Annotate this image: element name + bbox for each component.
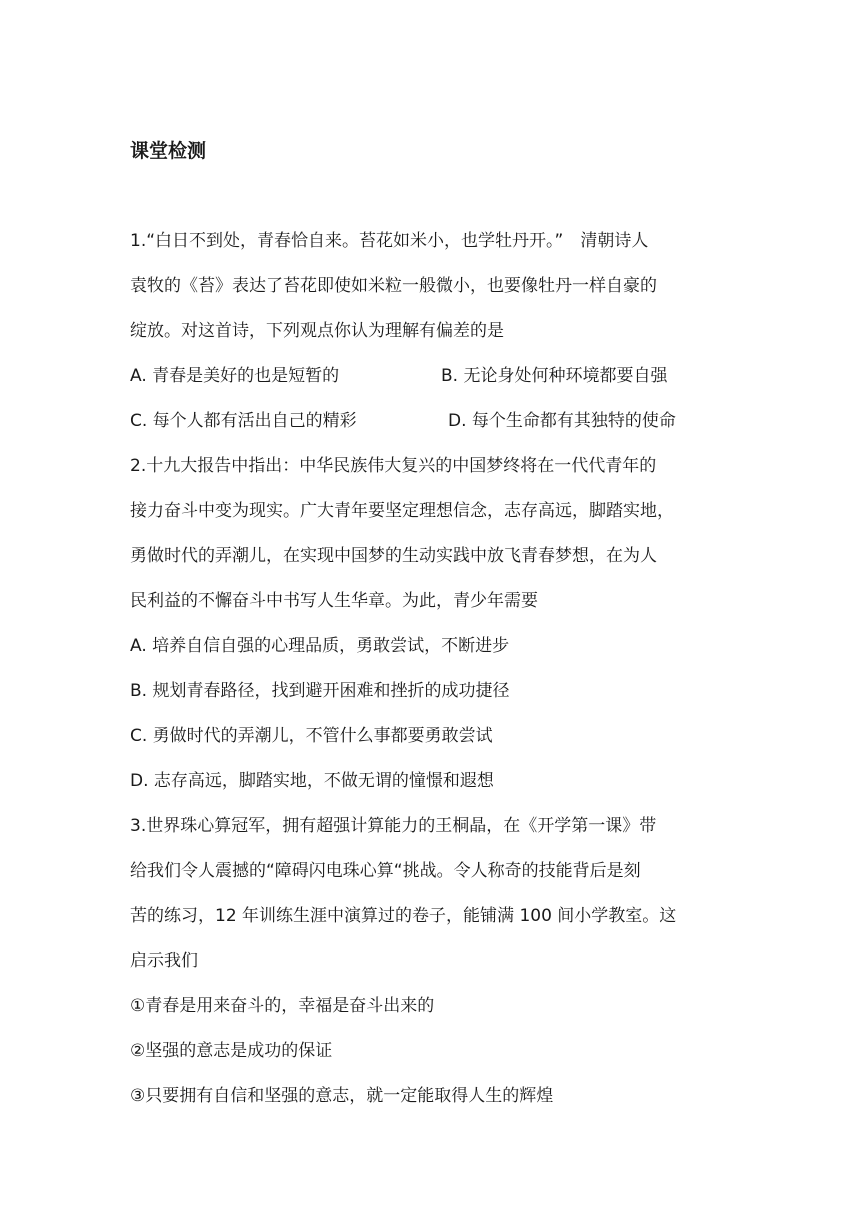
q2-option-c: C. 勇做时代的弄潮儿，不管什么事都要勇敢尝试	[130, 726, 493, 746]
q1-option-d: D. 每个生命都有其独特的使命	[448, 411, 676, 431]
q3-statement-2: ②坚强的意志是成功的保证	[130, 1041, 333, 1061]
q1-stem-line-2: 袁牧的《苔》表达了苔花即使如米粒一般微小，也要像牡丹一样自豪的	[130, 276, 657, 296]
q2-stem-line-3: 勇做时代的弄潮儿，在实现中国梦的生动实践中放飞青春梦想，在为人	[130, 546, 657, 566]
q1-option-c: C. 每个人都有活出自己的精彩	[130, 411, 357, 431]
q1-stem-line-3: 绽放。对这首诗，下列观点你认为理解有偏差的是	[130, 321, 504, 341]
q3-stem-line-2: 给我们令人震撼的“障碍闪电珠心算“挑战。令人称奇的技能背后是刻	[130, 861, 641, 881]
q1-option-a: A. 青春是美好的也是短暂的	[130, 366, 340, 386]
q3-statement-3: ③只要拥有自信和坚强的意志，就一定能取得人生的辉煌	[130, 1086, 554, 1106]
q2-stem-line-2: 接力奋斗中变为现实。广大青年要坚定理想信念，志存高远，脚踏实地，	[130, 501, 674, 521]
q3-stem-line-4: 启示我们	[130, 951, 198, 971]
q2-stem-line-4: 民利益的不懈奋斗中书写人生华章。为此，青少年需要	[130, 591, 538, 611]
q2-option-b: B. 规划青春路径，找到避开困难和挫折的成功捷径	[130, 681, 510, 701]
q3-statement-1: ①青春是用来奋斗的，幸福是奋斗出来的	[130, 996, 435, 1016]
q1-stem-line-1: 1.“白日不到处，青春恰自来。苔花如米小，也学牡丹开。” 清朝诗人	[130, 231, 649, 251]
q2-stem-line-1: 2.十九大报告中指出：中华民族伟大复兴的中国梦终将在一代代青年的	[130, 456, 657, 476]
q2-option-a: A. 培养自信自强的心理品质，勇敢尝试，不断进步	[130, 636, 510, 656]
section-title: 课堂检测	[130, 140, 207, 162]
q3-stem-line-1: 3.世界珠心算冠军，拥有超强计算能力的王桐晶，在《开学第一课》带	[130, 816, 657, 836]
q1-option-b: B. 无论身处何种环境都要自强	[441, 366, 668, 386]
q3-stem-line-3: 苦的练习，12 年训练生涯中演算过的卷子，能铺满 100 间小学教室。这	[130, 906, 677, 926]
q2-option-d: D. 志存高远，脚踏实地，不做无谓的憧憬和遐想	[130, 771, 494, 791]
